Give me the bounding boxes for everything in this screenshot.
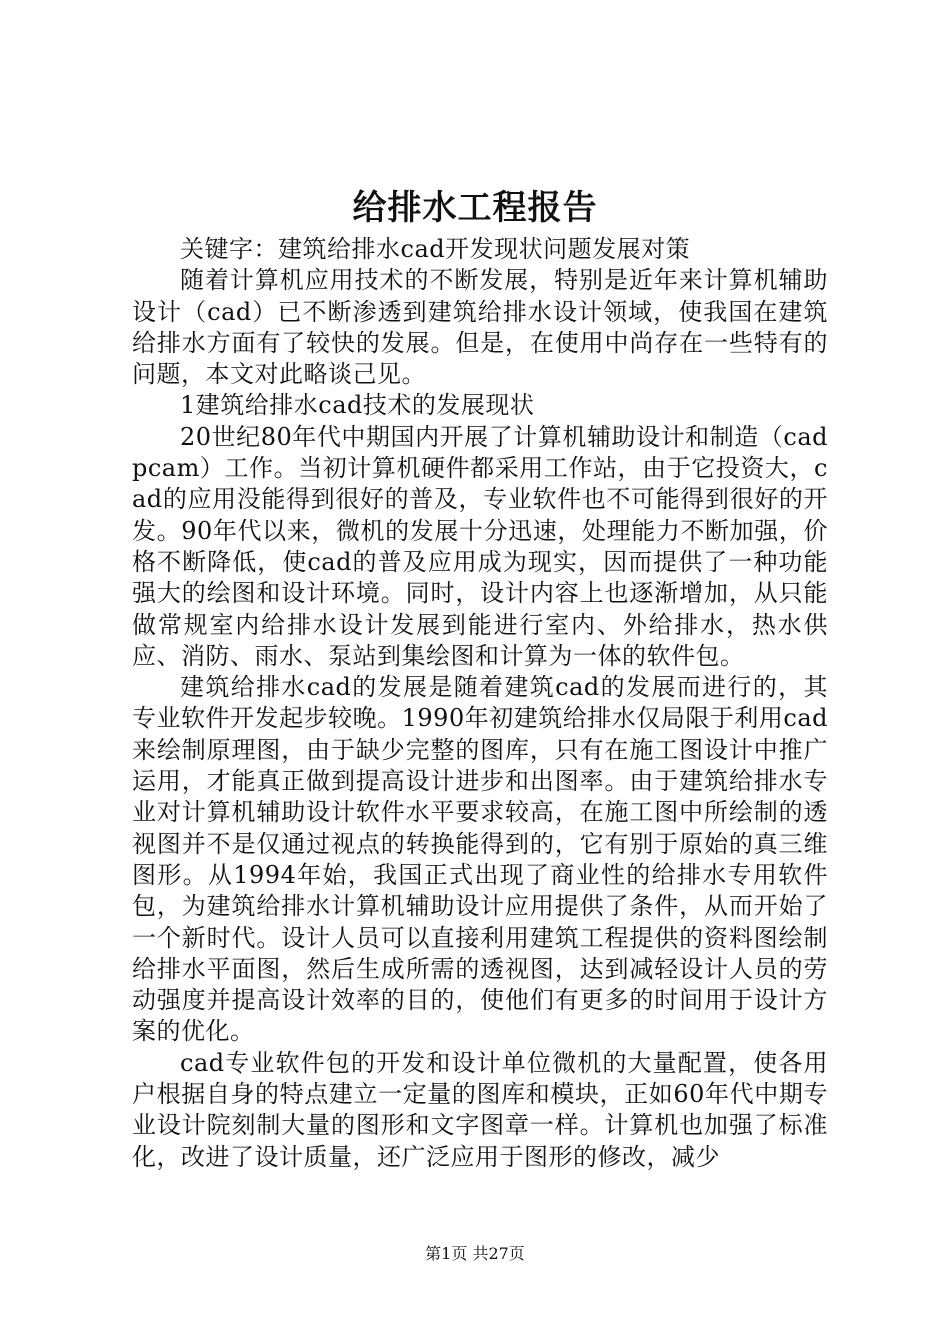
keywords-paragraph: 关键字：建筑给排水cad开发现状问题发展对策	[180, 235, 691, 263]
body-paragraph: 20世纪80年代中期国内开展了计算机辅助设计和制造（cadpcam）工作。当初计算机硬件都采用工作站，由于它投资大，cad的应用没能得到很好的普及，专业软件也不可能得到很好的开发。90年代以来，微机的发展十分迅速，处理能力不断加强，价格不断降低，使cad的普及应用成为现实，因而提供了一种功能强大的绘图和设计环境。同时，设计内容上也逐渐增加，从只能做常规室内给排水设计发展到能进行室内、外给排水，热水供应、消防、雨水、泵站到集绘图和计算为一体的软件包。	[132, 422, 828, 670]
body-paragraph: 建筑给排水cad的发展是随着建筑cad的发展而进行的，其专业软件开发起步较晚。1990年初建筑给排水仅局限于利用cad来绘制原理图，由于缺少完整的图库，只有在施工图设计中推广运用，才能真正做到提高设计进步和出图率。由于建筑给排水专业对计算机辅助设计软件水平要求较高，在施工图中所绘制的透视图并不是仅通过视点的转换能得到的，它有别于原始的真三维图形。从1994年始，我国正式出现了商业性的给排水专用软件包，为建筑给排水计算机辅助设计应用提供了条件，从而开始了一个新时代。设计人员可以直接利用建筑工程提供的资料图绘制给排水平面图，然后生成所需的透视图，达到减轻设计人员的劳动强度并提高设计效率的目的，使他们有更多的时间用于设计方案的优化。	[132, 673, 828, 1046]
document-title: 给排水工程报告	[352, 188, 598, 228]
document-body	[132, 234, 828, 1173]
body-paragraph: cad专业软件包的开发和设计单位微机的大量配置，使各用户根据自身的特点建立一定量的图库和模块，正如60年代中期专业设计院刻制大量的图形和文字图章一样。计算机也加强了标准化，改进了设计质量，还广泛应用于图形的修改，减少	[132, 1048, 828, 1171]
intro-paragraph: 随着计算机应用技术的不断发展，特别是近年来计算机辅助设计（cad）已不断渗透到建筑给排水设计领域，使我国在建筑给排水方面有了较快的发展。但是，在使用中尚存在一些特有的问题，本文对此略谈己见。	[132, 266, 828, 389]
page-number-footer: 第1页 共27页	[425, 1244, 525, 1263]
section-heading: 1建筑给排水cad技术的发展现状	[180, 391, 535, 420]
